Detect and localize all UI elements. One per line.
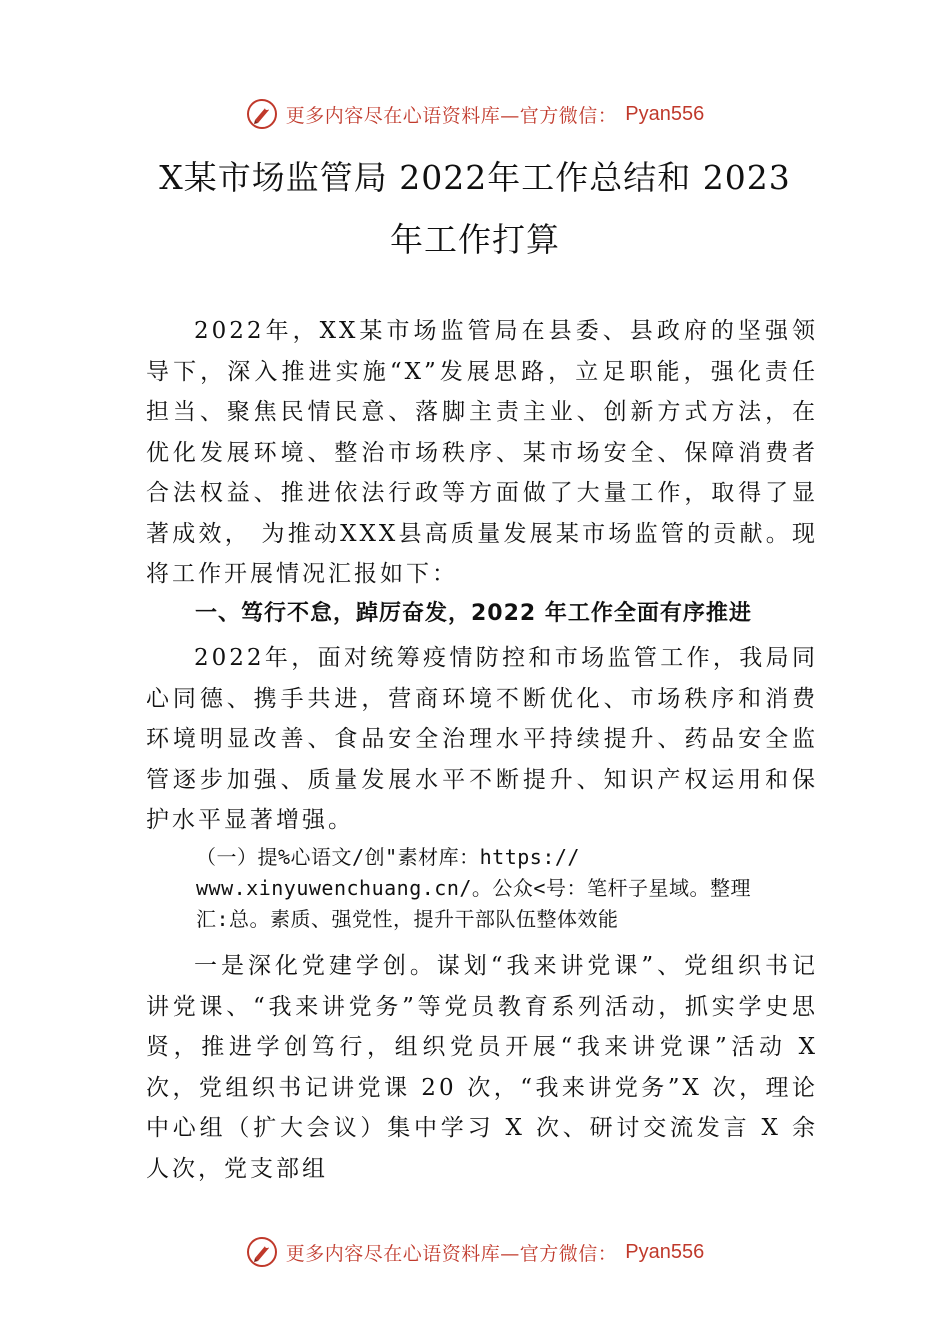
banner-text: 更多内容尽在心语资料库—官方微信： (285, 1242, 618, 1265)
section-1-heading: 一、笃行不怠，踔厉奋发，2022 年工作全面有序推进 (195, 601, 752, 626)
banner-handle: Pyan556 (625, 1240, 705, 1263)
banner-text: 更多内容尽在心语资料库—官方微信： (285, 104, 618, 127)
logo-icon (246, 1236, 278, 1268)
page-title-line-1: X某市场监管局 2022年工作总结和 2023 (159, 158, 791, 197)
header-banner (0, 94, 950, 134)
logo-icon (246, 98, 278, 130)
footer-banner (0, 1232, 950, 1272)
page-title-line-2: 年工作打算 (390, 220, 560, 259)
intro-paragraph: 2022年，XX某市场监管局在县委、县政府的坚强领导下，深入推进实施“X”发展思路，立足职能，强化责任担当、聚焦民情民意、落脚主责主业、创新方式方法，在优化发展环境、整治市场秩序、某市场安全、保障消费者合法权益、推进依法行政等方面做了大量工作，取得了显著成效， 为推动XXX县高质量发展某市场监管的贡献。现将工作开展情况汇报如下： (146, 318, 818, 587)
section-1-paragraph: 2022年，面对统筹疫情防控和市场监管工作，我局同心同德、携手共进，营商环境不断优化、市场秩序和消费环境明显改善、食品安全治理水平持续提升、药品安全监管逐步加强、质量发展水平不断提升、知识产权运用和保护水平显著增强。 (146, 645, 818, 833)
banner-handle: Pyan556 (625, 102, 705, 125)
subsection-1-heading-line-2: www.xinyuwenchuang.cn/。公众<号：笔杆子星域。整理 (196, 876, 751, 900)
subsection-1-heading (196, 842, 826, 935)
subsection-1-paragraph: 一是深化党建学创。谋划“我来讲党课”、党组织书记讲党课、“我来讲党务”等党员教育系列活动，抓实学史思贤，推进学创笃行，组织党员开展“我来讲党课”活动 X 次，党组织书记讲党课 20 次，“我来讲党务”X 次，理论中心组（扩大会议）集中学习 X 次、研讨交流发言 X 余人次，党支部组 (146, 953, 818, 1182)
subsection-1-heading-line-1: （一）提%心语文/创"素材库：https:// (196, 845, 580, 869)
subsection-1-heading-line-3: 汇:总。素质、强党性，提升干部队伍整体效能 (196, 907, 619, 931)
